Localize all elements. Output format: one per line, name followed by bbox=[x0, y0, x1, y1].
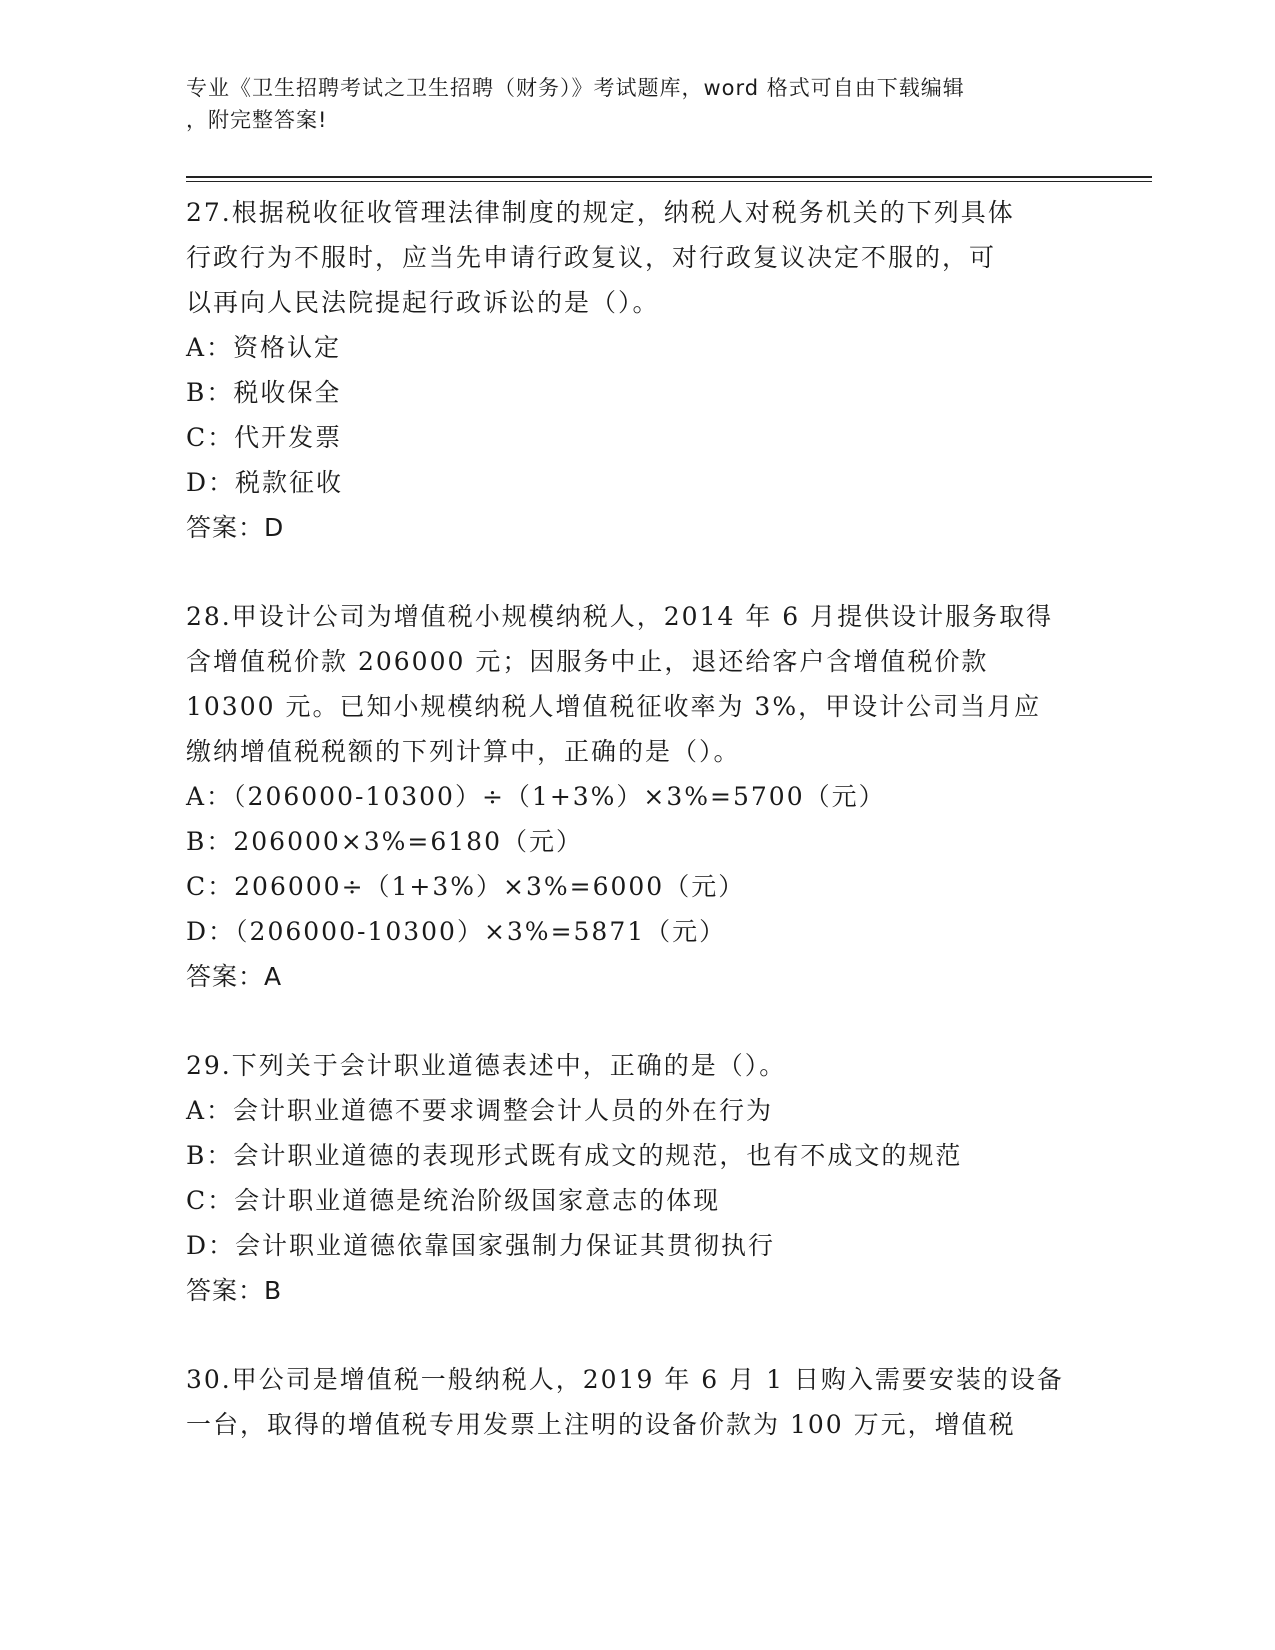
question-text bbox=[186, 1043, 1086, 1088]
header-line-1: 专业《卫生招聘考试之卫生招聘（财务）》考试题库，word 格式可自由下载编辑 bbox=[186, 76, 965, 100]
question-27 bbox=[186, 190, 1086, 550]
option-b: B：206000×3%=6180（元） bbox=[186, 827, 583, 856]
header-divider-thin bbox=[186, 181, 1152, 182]
option-b: B：税收保全 bbox=[186, 378, 342, 407]
question-text-line: 行政行为不服时，应当先申请行政复议，对行政复议决定不服的，可 bbox=[186, 243, 997, 272]
question-28 bbox=[186, 594, 1086, 999]
question-30 bbox=[186, 1357, 1086, 1447]
answer: 答案：D bbox=[186, 513, 285, 542]
header-line-2: ，附完整答案! bbox=[186, 108, 328, 132]
option-d: D：税款征收 bbox=[186, 468, 344, 497]
question-text-line: 10300 元。已知小规模纳税人增值税征收率为 3%，甲设计公司当月应 bbox=[186, 692, 1042, 721]
question-text-line: 27.根据税收征收管理法律制度的规定，纳税人对税务机关的下列具体 bbox=[186, 198, 1015, 227]
question-text bbox=[186, 1357, 1086, 1447]
question-text-line: 缴纳增值税税额的下列计算中，正确的是（）。 bbox=[186, 737, 741, 766]
question-text-line: 以再向人民法院提起行政诉讼的是（）。 bbox=[186, 288, 660, 317]
question-text-line: 一台，取得的增值税专用发票上注明的设备价款为 100 万元，增值税 bbox=[186, 1410, 1016, 1439]
option-c: C：206000÷（1+3%）×3%=6000（元） bbox=[186, 872, 746, 901]
question-text-line: 含增值税价款 206000 元；因服务中止，退还给客户含增值税价款 bbox=[186, 647, 989, 676]
option-d: D：会计职业道德依靠国家强制力保证其贯彻执行 bbox=[186, 1231, 776, 1260]
question-text-line: 30.甲公司是增值税一般纳税人，2019 年 6 月 1 日购入需要安装的设备 bbox=[186, 1365, 1064, 1394]
option-c: C：代开发票 bbox=[186, 423, 343, 452]
header-divider-thick bbox=[186, 176, 1152, 178]
question-text-line: 28.甲设计公司为增值税小规模纳税人，2014 年 6 月提供设计服务取得 bbox=[186, 602, 1054, 631]
question-29 bbox=[186, 1043, 1086, 1313]
answer: 答案：A bbox=[186, 962, 283, 991]
question-text bbox=[186, 190, 1086, 325]
option-a: A：（206000-10300）÷（1+3%）×3%=5700（元） bbox=[186, 782, 886, 811]
answer: 答案：B bbox=[186, 1276, 283, 1305]
option-a: A：资格认定 bbox=[186, 333, 342, 362]
question-text-line: 29.下列关于会计职业道德表述中，正确的是（）。 bbox=[186, 1051, 787, 1080]
question-list bbox=[186, 190, 1086, 1491]
option-d: D：（206000-10300）×3%=5871（元） bbox=[186, 917, 727, 946]
option-a: A：会计职业道德不要求调整会计人员的外在行为 bbox=[186, 1096, 774, 1125]
document-header bbox=[186, 72, 1066, 136]
option-c: C：会计职业道德是统治阶级国家意志的体现 bbox=[186, 1186, 721, 1215]
option-b: B：会计职业道德的表现形式既有成文的规范，也有不成文的规范 bbox=[186, 1141, 963, 1170]
question-text bbox=[186, 594, 1086, 774]
